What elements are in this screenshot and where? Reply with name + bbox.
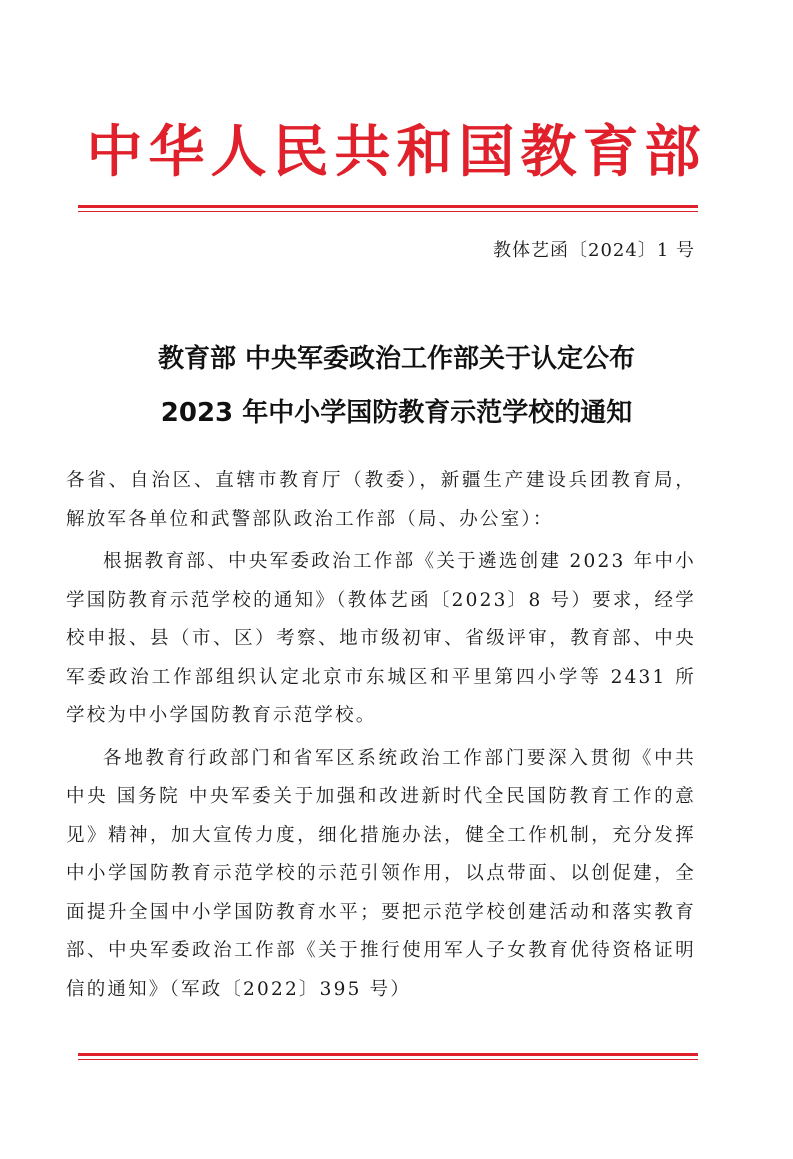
document-body [66,462,696,1009]
footer-rule-thin [78,1059,698,1060]
body-paragraph-2: 各地教育行政部门和省军区系统政治工作部门要深入贯彻《中共中央 国务院 中央军委关于加强和改进新时代全民国防教育工作的意见》精神，加大宣传力度，细化措施办法，健全工作机制，充分发挥中小学国防教育示范学校的示范引领作用，以点带面、以创促建，全面提升全国中小学国防教育水平；要把示范学校创建活动和落实教育部、中央军委政治工作部《关于推行使用军人子女教育优待资格证明信的通知》（军政〔2022〕395 号） [66,747,696,1000]
footer-red-rule [78,1053,698,1060]
document-number: 教体艺函〔2024〕1 号 [493,240,695,261]
header-rule-thin [78,211,698,212]
footer-rule-thick [78,1053,698,1056]
document-title-line-1: 教育部 中央军委政治工作部关于认定公布 [157,344,636,374]
salutation: 各省、自治区、直辖市教育厅（教委），新疆生产建设兵团教育局，解放军各单位和武警部队政治工作部（局、办公室）： [66,470,696,530]
header-red-rule [78,205,698,212]
issuer-masthead: 中华人民共和国教育部 [86,120,707,185]
document-title-line-2: 2023 年中小学国防教育示范学校的通知 [160,398,633,428]
body-paragraph-1: 根据教育部、中央军委政治工作部《关于遴选创建 2023 年中小学国防教育示范学校的通知》（教体艺函〔2023〕8 号）要求，经学校申报、县（市、区）考察、地市级初审、省级评审，教育部、中央军委政治工作部组织认定北京市东城区和平里第四小学等 2431 所学校为中小学国防教育示范学校。 [66,551,696,726]
header-rule-thick [78,205,698,208]
